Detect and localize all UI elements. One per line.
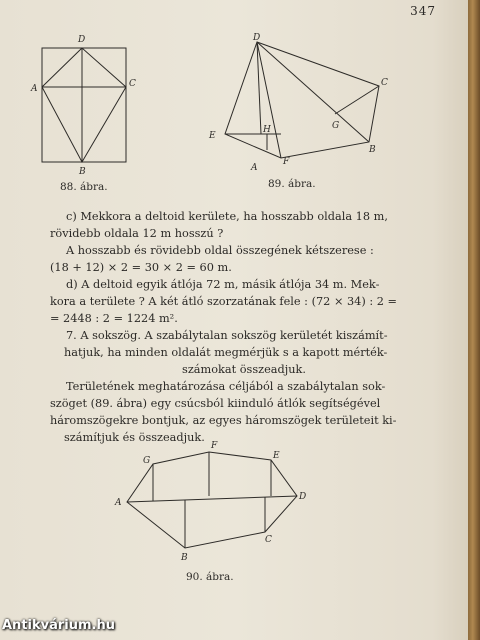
watermark: Antikvárium.hu [2, 618, 115, 633]
text-line: rövidebb oldala 12 m hosszú ? [50, 227, 224, 240]
fig89-label-g: G [332, 121, 340, 131]
fig89-diagonal-db [257, 42, 369, 142]
fig89-label-f: F [283, 157, 290, 167]
fig88-label-c: C [129, 79, 136, 89]
text-line: = 2448 : 2 = 1224 m². [50, 312, 178, 325]
fig89-caption: 89. ábra. [268, 178, 316, 190]
text-line: számítjuk és összeadjuk. [64, 431, 205, 444]
text-line: 7. A sokszög. A szabálytalan sokszög kerületét kiszámít- [66, 329, 388, 342]
text-line: számokat összeadjuk. [182, 363, 306, 376]
fig90-label-c: C [265, 535, 272, 545]
text-line: háromszögekre bontjuk, az egyes háromszögek területeit ki- [50, 414, 397, 427]
fig89-label-d: D [253, 33, 261, 43]
fig89-label-e: E [209, 131, 216, 141]
fig90-label-a: A [115, 498, 122, 508]
fig88-label-d: D [78, 35, 86, 45]
text-line: kora a területe ? A két átló szorzatának fele : (72 × 34) : 2 = [50, 295, 398, 308]
fig89-pentagon [225, 42, 379, 158]
fig90-label-f: F [211, 441, 218, 451]
fig89-height-cg [335, 86, 379, 114]
text-line: d) A deltoid egyik átlója 72 m, másik átlója 34 m. Mek- [66, 278, 380, 291]
fig89-label-b: B [369, 145, 376, 155]
page-number: 347 [410, 4, 436, 18]
body-text [50, 208, 438, 446]
fig90-caption: 90. ábra. [186, 571, 234, 583]
fig89-label-a: A [251, 163, 258, 173]
fig89-height-dh [257, 42, 261, 134]
text-line: A hosszabb és rövidebb oldal összegének kétszerese : [66, 244, 374, 257]
fig88-rectangle [42, 48, 126, 162]
fig88-label-a: A [31, 84, 38, 94]
figure-89-irregular-polygon [205, 30, 395, 175]
fig90-label-b: B [181, 553, 188, 563]
fig90-label-e: E [273, 451, 280, 461]
figure-90-polygon [115, 438, 315, 568]
text-line: Területének meghatározása céljából a szabálytalan sok- [66, 380, 386, 393]
figure-88-deltoid [30, 30, 150, 177]
text-line: hatjuk, ha minden oldalát megmérjük s a kapott mérték- [64, 346, 388, 359]
text-line: szöget (89. ábra) egy csúcsból kiinduló átlók segítségével [50, 397, 381, 410]
fig90-label-d: D [299, 492, 307, 502]
fig88-deltoid [42, 48, 126, 162]
fig89-label-h: H [263, 125, 271, 135]
fig88-caption: 88. ábra. [60, 181, 108, 193]
fig88-label-b: B [79, 167, 86, 177]
fig89-diagonal-da [257, 42, 281, 158]
book-spine [468, 0, 480, 640]
text-line: c) Mekkora a deltoid kerülete, ha hosszabb oldala 18 m, [66, 210, 388, 223]
fig90-label-g: G [143, 456, 151, 466]
fig89-label-c: C [381, 78, 388, 88]
text-line: (18 + 12) × 2 = 30 × 2 = 60 m. [50, 261, 232, 274]
